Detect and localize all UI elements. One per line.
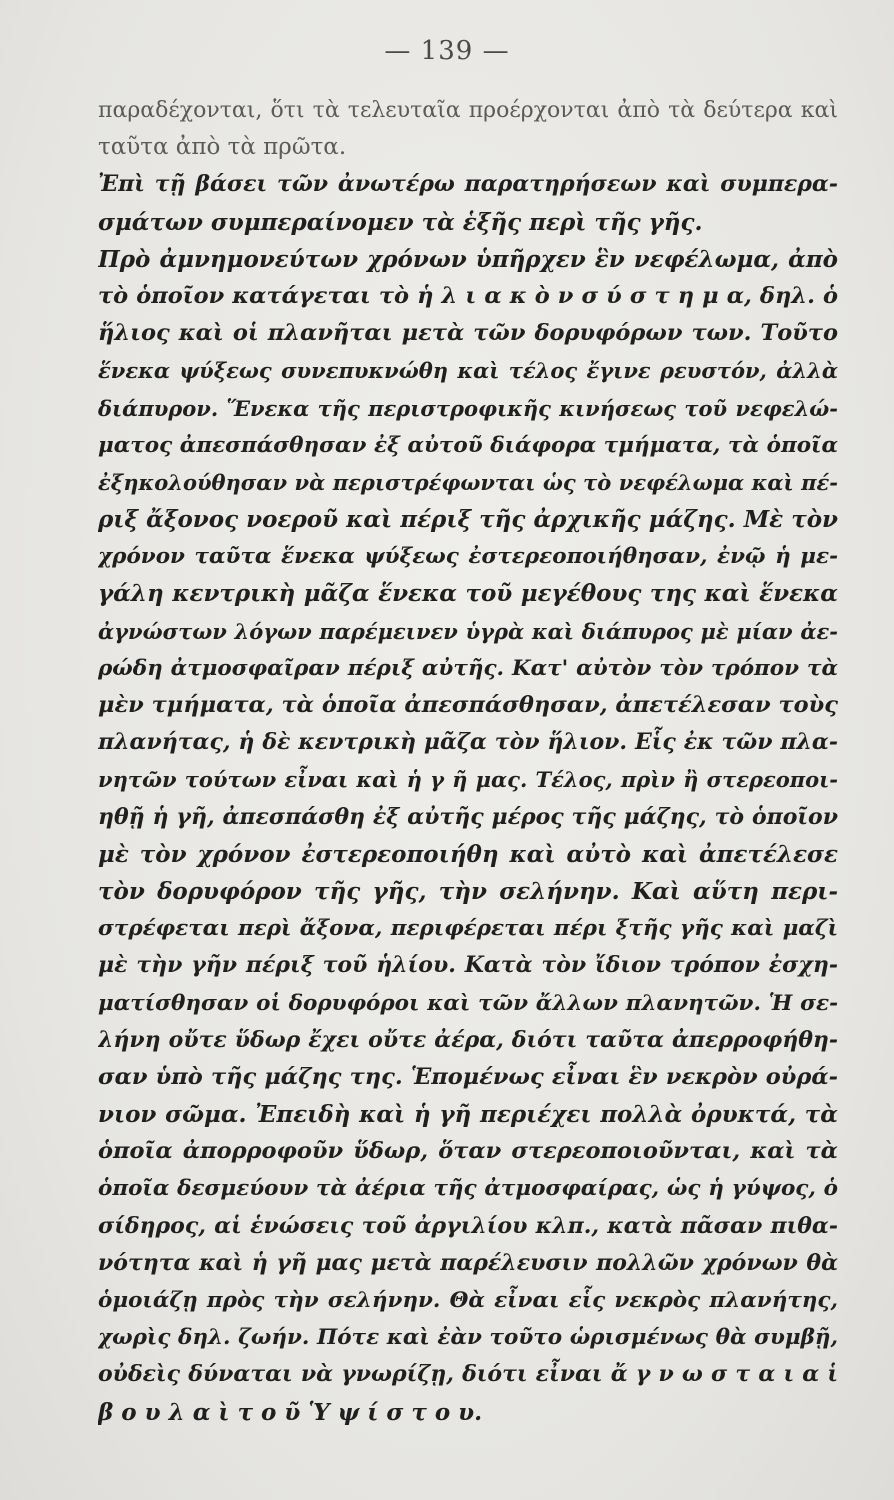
text-line: νιον σῶμα. Ἐπειδὴ καὶ ἡ γῆ περιέχει πολλὰ ὀρυκτά, τὰ [98,1101,838,1129]
text-line: χρόνον ταῦτα ἕνεκα ψύξεως ἐστερεοποιήθησαν, ἐνῷ ἡ με- [98,544,838,570]
text-line: Πρὸ ἀμνημονεύτων χρόνων ὑπῆρχεν ἓν νεφέλωμα, ἀπὸ [98,245,838,273]
text-line: ἐξηκολούθησαν νὰ περιστρέφωνται ὡς τὸ νεφέλωμα καὶ πέ- [98,469,838,495]
text-line: β ο υ λ α ὶ τ ο ῦ Ὑ ψ ί σ τ ο υ. [98,1398,483,1426]
text-line: σίδηρος, αἱ ἑνώσεις τοῦ ἀργιλίου κλπ., κατὰ πᾶσαν πιθα- [98,1212,838,1239]
text-line: μὲ τὴν γῆν πέριξ τοῦ ἡλίου. Κατὰ τὸν ἴδιον τρόπον ἐσχη- [98,952,838,979]
text-line: ἥλιος καὶ οἱ πλανῆται μετὰ τῶν δορυφόρων των. Τοῦτο [98,320,838,347]
text-line: ηθῇ ἡ γῆ, ἀπεσπάσθη ἐξ αὐτῆς μέρος τῆς μάζης, τὸ ὁποῖον [98,803,838,830]
page-number: — 139 — [384,36,510,66]
text-line: παραδέχονται, ὅτι τὰ τελευταῖα προέρχονται ἀπὸ τὰ δεύτερα καὶ [98,98,838,123]
text-line: τὸ ὁποῖον κατάγεται τὸ ἡ λ ι α κ ὸ ν σ ύ σ τ η μ α, δηλ. ὁ [98,282,838,309]
text-line: μὲ τὸν χρόνον ἐστερεοποιήθη καὶ αὐτὸ καὶ ἀπετέλεσε [98,840,838,868]
text-line: ὁποῖα δεσμεύουν τὰ ἀέρια τῆς ἀτμοσφαίρας, ὡς ἡ γύψος, ὁ [98,1176,838,1202]
text-line: νότητα καὶ ἡ γῆ μας μετὰ παρέλευσιν πολλῶν χρόνων θὰ [98,1249,838,1276]
text-line: ταῦτα ἀπὸ τὰ πρῶτα. [98,134,347,161]
text-line: σαν ὑπὸ τῆς μάζης της. Ἑπομένως εἶναι ἓν νεκρὸν οὐρά- [98,1063,838,1090]
text-line: ὁποῖα ἀπορροφοῦν ὕδωρ, ὅταν στερεοποιοῦνται, καὶ τὰ [98,1138,838,1165]
text-line: γάλη κεντρικὴ μᾶζα ἕνεκα τοῦ μεγέθους της καὶ ἕνεκα [98,580,838,608]
page-text [98,92,838,1431]
text-line: στρέφεται περὶ ἄξονα, περιφέρεται πέρι ξτῆς γῆς καὶ μαζὶ [98,916,838,942]
text-line: διάπυρον. Ἕνεκα τῆς περιστροφικῆς κινήσεως τοῦ νεφελώ- [98,395,838,421]
text-line: ριξ ἄξονος νοεροῦ καὶ πέριξ τῆς ἀρχικῆς μάζης. Μὲ τὸν [98,506,838,534]
text-line: λήνη οὔτε ὕδωρ ἔχει οὔτε ἀέρα, διότι ταῦτα ἀπερροφήθη- [98,1026,838,1053]
text-line: οὐδεὶς δύναται νὰ γνωρίζῃ, διότι εἶναι ἄ γ ν ω σ τ α ι α ἱ [98,1361,838,1388]
text-line: ρώδη ἀτμοσφαῖραν πέριξ αὐτῆς. Κατ' αὐτὸν τὸν τρόπον τὰ [98,655,838,681]
text-line: Ἐπὶ τῇ βάσει τῶν ἀνωτέρω παρατηρήσεων καὶ συμπερα- [98,171,838,198]
text-line: ἕνεκα ψύξεως συνεπυκνώθη καὶ τέλος ἔγινε ρευστόν, ἀλλὰ [98,358,838,384]
text-line: σμάτων συμπεραίνομεν τὰ ἑξῆς περὶ τῆς γῆς. [98,208,703,236]
text-line: μὲν τμήματα, τὰ ὁποῖα ἀπεσπάσθησαν, ἀπετέλεσαν τοὺς [98,692,838,718]
text-line: ἀγνώστων λόγων παρέμεινεν ὑγρὰ καὶ διάπυρος μὲ μίαν ἀε- [98,618,838,644]
text-line: ὁμοιάζῃ πρὸς τὴν σελήνην. Θὰ εἶναι εἷς νεκρὸς πλανήτης, [98,1288,838,1313]
text-line: χωρὶς δηλ. ζωήν. Πότε καὶ ἐὰν τοῦτο ὡρισμένως θὰ συμβῇ, [98,1325,838,1351]
text-line: ματίσθησαν οἱ δορυφόροι καὶ τῶν ἄλλων πλανητῶν. Ἡ σε- [98,990,838,1016]
text-line: νητῶν τούτων εἶναι καὶ ἡ γ ῆ μας. Τέλος, πρὶν ἢ στερεοποι- [98,767,838,793]
text-line: πλανήτας, ἡ δὲ κεντρικὴ μᾶζα τὸν ἥλιον. Εἷς ἐκ τῶν πλα- [98,729,838,756]
text-line: τὸν δορυφόρον τῆς γῆς, τὴν σελήνην. Καὶ αὕτη περι- [98,877,838,905]
text-line: ματος ἀπεσπάσθησαν ἐξ αὐτοῦ διάφορα τμήματα, τὰ ὁποῖα [98,432,838,458]
